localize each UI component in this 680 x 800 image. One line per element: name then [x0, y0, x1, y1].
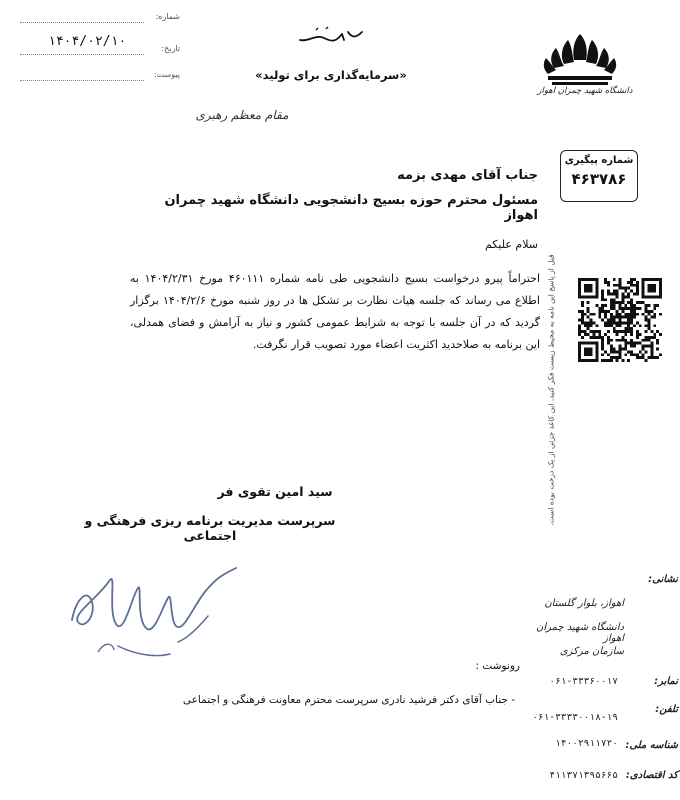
environment-side-note-text: قبل از پاسخ این نامه به محیط زیست فکر کنید. این کاغذ جزئی از یک درخت بوده است. [546, 254, 556, 526]
university-logo [538, 28, 622, 90]
address-line-3: سازمان مرکزی [559, 646, 624, 657]
cc-label: رونوشت : [475, 660, 520, 672]
letter-number-row [20, 12, 180, 26]
address-line-1: اهواز، بلوار گلستان [544, 598, 624, 609]
address-label: نشانی: [648, 574, 678, 585]
address-line-2: دانشگاه شهید چمران اهواز [536, 622, 624, 644]
recipient-position: مسئول محترم حوزه بسیج دانشجویی دانشگاه شهید چمران اهواز [164, 193, 538, 223]
authority-handwritten: مقام معظم رهبری [195, 108, 289, 122]
letter-body: احتراماً پیرو درخواست بسیج دانشجویی طی نامه شماره ۴۶۰۱۱۱ مورخ ۱۴۰۴/۲/۳۱ به اطلاع می رساند که جلسه هیات نظارت بر تشکل ها در روز شنبه مورخ ۱۴۰۴/۲/۶ برگزار گردید که در آن جلسه با توجه به شرایط عمومی کشور و نیاز به آرامش و فضای همدلی، این برنامه به صلاحدید اکثریت اعضاء مورد تصویب قرار نگرفت. [130, 272, 541, 351]
bismillah-calligraphy [296, 24, 366, 46]
economic-code-label: کد اقتصادی: [625, 770, 678, 781]
letter-attachment-label: پیوست: [153, 70, 180, 79]
signer-name: سید امین تقوی فر [217, 484, 333, 499]
phone-value: ۰۶۱-۳۳۳۳۰۰۱۸-۱۹ [532, 712, 618, 723]
greeting: سلام علیکم [484, 238, 538, 251]
letter-attachment-row [20, 70, 180, 84]
fax-value: ۰۶۱-۳۳۳۶۰۰۱۷ [549, 676, 618, 687]
national-id-label: شناسه ملی: [625, 740, 678, 751]
signer-title: سرپرست مدیریت برنامه ریزی فرهنگی و اجتماعی [84, 513, 336, 543]
phone-label: تلفن: [655, 704, 678, 715]
environment-side-note [540, 230, 562, 550]
slogan: «سرمایه‌گذاری برای تولید» [255, 68, 407, 82]
letter-date-row [20, 34, 180, 58]
letter-date-line [20, 54, 144, 55]
letter-number-line [20, 22, 144, 23]
national-id-value: ۱۴۰۰۲۹۱۱۷۲۰ [555, 738, 618, 749]
tracking-number: ۴۶۳۷۸۶ [571, 170, 627, 188]
economic-code-value: ۴۱۱۳۷۱۳۹۵۶۶۵ [549, 770, 618, 781]
tracking-number-box [560, 150, 638, 202]
handwritten-signature [58, 558, 258, 668]
fax-label: نمابر: [654, 676, 678, 687]
letter-number-label: شماره: [155, 12, 180, 21]
tracking-label: شماره پیگیری [564, 155, 634, 166]
qr-code [578, 278, 662, 362]
recipient-name: جناب آقای مهدی بزمه [397, 168, 538, 183]
cc-recipient: - جناب آقای دکتر فرشید نادری سرپرست محترم معاونت فرهنگی و اجتماعی [182, 694, 515, 706]
letter-date-label: تاریخ: [161, 44, 180, 53]
logo-caption: دانشگاه شهید چمران اهواز [537, 86, 633, 96]
letter-attachment-line [20, 80, 144, 81]
letter-date-value: ۱۴۰۴/۰۲/۱۰ [48, 34, 127, 49]
